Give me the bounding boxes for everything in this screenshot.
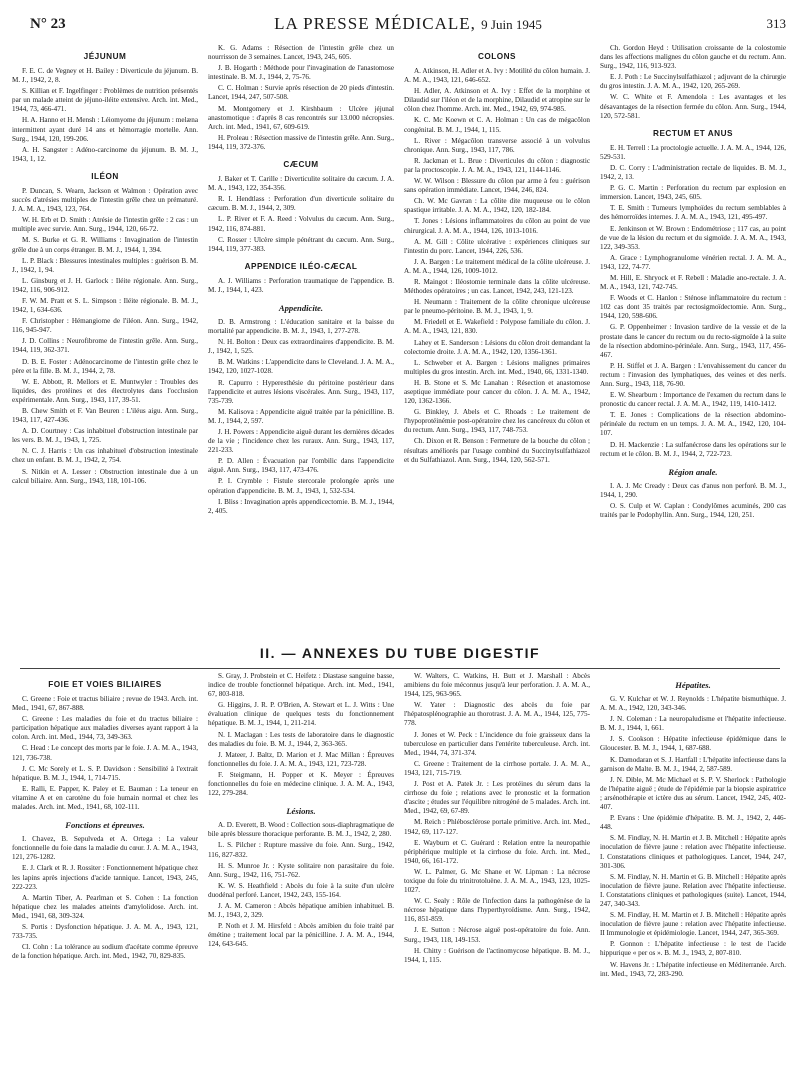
- reference-entry: W. Havens Jr. : L'hépatite infectieuse en Méditerranée. Arch. int. Med., 1943, 72, 283-290.: [600, 960, 786, 978]
- top-column-2: [208, 44, 394, 636]
- reference-entry: M. Kalisova : Appendicite aiguë traitée par la pénicilline. B. M. J., 1944, 2, 597.: [208, 407, 394, 425]
- journal-name: LA PRESSE MÉDICALE,: [274, 14, 476, 33]
- reference-entry: J. H. Powers : Appendicite aiguë durant les dernières décades de la vie ; l'incidence chez les ruraux. Ann. Surg., 1943, 117, 221-233.: [208, 428, 394, 455]
- reference-entry: P. Evans : Une épidémie d'hépatite. B. M. J., 1942, 2, 446-448.: [600, 814, 786, 832]
- bottom-column-1: [12, 672, 198, 1070]
- reference-entry: S. M. Findlay, N. H. Martin et J. B. Mitchell : Hépatite après inoculation de fièvre jaune : relation avec l'hépatite infectieuse. I. Constatations cliniques et pathologiques. Lancet, 1944, 247, 301-306.: [600, 834, 786, 870]
- page-header: [30, 14, 786, 38]
- section-title-caecum: CÆCUM: [283, 160, 319, 170]
- section-title-rectum: RECTUM ET ANUS: [653, 128, 733, 138]
- top-section: [12, 44, 788, 636]
- reference-entry: M. Reich : Phlébosclérose portale primitive. Arch. int. Med., 1942, 69, 117-127.: [404, 818, 590, 836]
- reference-entry: A. Martin Tiber, A. Pearlman et S. Cohen : La fonction hépatique chez les malades atteints d'amylolidose. Arch. int. Med., 1941, 68, 309-324.: [12, 893, 198, 920]
- page-number: 313: [766, 16, 786, 31]
- reference-list: [600, 482, 786, 520]
- reference-entry: Ch. W. Mc Gavran : La côlite dite muqueuse ou le côlon spastique irritable. J. A. M. A., 1942, 120, 182-184.: [404, 197, 590, 215]
- reference-entry: S. Portis : Dysfonction hépatique. J. A. M. A., 1943, 121, 733-735.: [12, 922, 198, 941]
- section-banner: II. — ANNEXES DU TUBE DIGESTIF: [259, 645, 541, 661]
- reference-entry: D. B. E. Foster : Adénocarcinome de l'intestin grêle chez le père et la fille. B. M. J., 1944, 2, 78.: [12, 357, 198, 375]
- reference-entry: M. Hill, E. Shryock et F. Rebell : Maladie ano-rectale. J. A. M. A., 1943, 121, 742-745.: [600, 273, 786, 292]
- section-title-appendice: APPENDICE ILÉO-CÆCAL: [244, 261, 358, 271]
- reference-entry: J. Mateer, J. Baltz, D. Marion et J. Mac Millan : Épreuves fonctionnelles du foie. J. A. M. A., 1943, 121, 723-728.: [208, 750, 394, 768]
- reference-entry: L. Ginsburg et J. H. Garlock : Iléite régionale. Ann. Surg., 1942, 116, 906-912.: [12, 276, 198, 294]
- reference-entry: C. Greene : Traitement de la cirrhose portale. J. A. M. A., 1943, 121, 715-719.: [404, 759, 590, 777]
- subsection-title-fonctions: Fonctions et épreuves.: [65, 820, 145, 831]
- reference-entry: L. River : Mégacôlon transverse associé à un volvulus chronique. Ann. Surg., 1943, 117, 786.: [404, 136, 590, 154]
- reference-entry: R. Capurro : Hyperesthésie du péritoine postérieur dans l'appendicite et autres lésions viscérales. Ann. Surg., 1943, 117, 735-739.: [208, 378, 394, 405]
- reference-entry: D. H. Mackenzie : La sulfanécrose dans les opérations sur le rectum et le côlon. B. M. J., 1944, 2, 722-723.: [600, 440, 786, 458]
- reference-entry: J. Baker et T. Carille : Diverticulite solitaire du cæcum. J. A. M. A., 1943, 122, 354-356.: [208, 175, 394, 193]
- reference-list: [600, 695, 786, 979]
- reference-entry: P. G. C. Martin : Perforation du rectum par explosion en immersion. Lancet, 1943, 245, 605.: [600, 184, 786, 202]
- reference-entry: B. M. Watkins : L'appendicite dans le Cleveland. J. A. M. A., 1942, 120, 1027-1028.: [208, 358, 394, 376]
- reference-entry: Ch. Gordon Heyd : Utilisation croissante de la colostomie dans les affections malignes du côlon gauche et du rectum. Ann. Surg., 1942, 116, 913-923.: [600, 44, 786, 71]
- reference-list: [600, 144, 786, 459]
- reference-entry: Lahey et E. Sanderson : Lésions du côlon droit demandant la colectomie droite. J. A. M. A., 1942, 120, 1356-1361.: [404, 338, 590, 356]
- reference-entry: E. J. Poth : Le Succinylsulfathiazol ; adjuvant de la chirurgie du gros intestin. J. A. M. A., 1942, 120, 265-269.: [600, 73, 786, 91]
- reference-list: [600, 44, 786, 121]
- reference-entry: K. Damodaran et S. J. Hartfall : L'hépatite infectieuse dans la garnison de Malte. B. M. J., 1944, 2, 587-589.: [600, 755, 786, 773]
- bottom-column-2: [208, 672, 394, 1070]
- subsection-title-hepatites: Hépatites.: [675, 680, 711, 690]
- reference-entry: J. D. Collins : Neurofibrome de l'intestin grêle. Ann. Surg., 1944, 119, 362-371.: [12, 337, 198, 355]
- reference-entry: P. H. Stiffel et J. A. Bargen : L'envahissement du cancer du rectum : l'invasion des lymphatiques, des veines et des nerfs. Ann. Surg., 1943, 118, 76-90.: [600, 361, 786, 388]
- reference-entry: K. C. Mc Koewn et C. A. Holman : Un cas de mégacôlon congénital. B. M. J., 1944, 1, 115.: [404, 116, 590, 134]
- reference-entry: C. Greene : Foie et tractus biliaire ; revue de 1943. Arch. int. Med., 1941, 67, 867-888.: [12, 695, 198, 713]
- top-column-4: [600, 44, 786, 636]
- reference-entry: J. C. Mc Sorely et L. S. P. Davidson : Sensibilité à l'extrait hépatique. B. M. J., 1944, 1, 714-715.: [12, 764, 198, 782]
- reference-entry: H. A. Hanno et H. Mensh : Léiomyome du jéjunum : melæna intermittent ayant duré 14 ans et hémorragie mortelle. Ann. Surg., 1944, 120, 199-206.: [12, 116, 198, 143]
- reference-entry: S. M. Findlay, H. M. Martin et J. B. Mitchell : Hépatite après inoculation de fièvre jaune : relation avec l'hépatite infectieuse. II Immunologie et épidémiologie. Lancet, 1944, 247, 365-369.: [600, 911, 786, 938]
- reference-entry: R. Maingot : Iléostomie terminale dans la côlite ulcéreuse. Méthodes opératoires ; un cas. Lancet, 1942, 243, 121-123.: [404, 277, 590, 296]
- reference-list: [404, 672, 590, 965]
- reference-entry: C. C. Holman : Survie après résection de 20 pieds d'intestin. Lancet, 1944, 247, 507-508.: [208, 84, 394, 102]
- reference-entry: B. Chew Smith et F. Van Beuren : L'iléus aigu. Ann. Surg., 1943, 117, 427-436.: [12, 407, 198, 425]
- reference-entry: R. Jackman et L. Brue : Diverticules du côlon : diagnostic par la proctoscopie. J. A. M. A., 1943, 121, 1144-1146.: [404, 156, 590, 174]
- reference-entry: W. L. Palmer, G. Mc Shane et W. Lipman : La nécrose toxique du foie du trinitrotoluène. J. A. M. A., 1943, 123, 1025-1027.: [404, 867, 590, 895]
- reference-entry: H. S. Munroe Jr. : Kyste solitaire non parasitaire du foie. Ann. Surg., 1942, 116, 751-762.: [208, 861, 394, 879]
- section-title-ileon: ILÉON: [91, 171, 119, 181]
- reference-entry: R. I. Hendtlass : Perforation d'un diverticule solitaire du cæcum. B. M. J., 1944, 2, 309.: [208, 195, 394, 213]
- reference-list: [208, 821, 394, 949]
- reference-entry: A. J. Williams : Perforation traumatique de l'appendice. B. M. J., 1944, 1, 423.: [208, 276, 394, 294]
- reference-entry: N. I. Maclagan : Les tests de laboratoire dans le diagnostic des maladies du foie. B. M. J., 1944, 2, 363-365.: [208, 730, 394, 748]
- top-column-1: [12, 44, 198, 636]
- reference-list: [208, 672, 394, 798]
- reference-entry: F. W. M. Pratt et S. L. Simpson : Iléite régionale. B. M. J., 1942, 1, 634-636.: [12, 296, 198, 315]
- reference-entry: L. Schweber et A. Bargen : Lésions malignes primaires multiples du gros intestin. Arch. int. Med., 1940, 66, 1331-1340.: [404, 358, 590, 376]
- reference-entry: L. S. Pilcher : Rupture massive du foie. Ann. Surg., 1942, 116, 827-832.: [208, 841, 394, 859]
- reference-entry: P. Noth et J. M. Hirsfeld : Abcès amibien du foie traité par émétine ; traitement local par la pénicilline. J. A. M. A., 1944, 124, 643-645.: [208, 922, 394, 949]
- reference-entry: A. H. Sangster : Adéno-carcinome du jéjunum. B. M. J., 1943, 1, 12.: [12, 145, 198, 163]
- reference-entry: J. N. Coleman : La neuropaludisme et l'hépatite infectieuse. B. M. J., 1944, 1, 661.: [600, 715, 786, 733]
- subsection-title-lesions: Lésions.: [286, 806, 316, 817]
- reference-entry: W. C. White et F. Amendola : Les avantages et les désavantages de la résection fermée du côlon. Ann. Surg., 1944, 120, 572-581.: [600, 93, 786, 120]
- reference-entry: A. M. Gill : Côlite ulcérative : expériences cliniques sur l'intestin du porc. Lancet, 1944, 226, 536.: [404, 237, 590, 255]
- reference-list: [208, 277, 394, 295]
- reference-entry: J. S. Cookson : Hépatite infectieuse épidémique dans le Gloucester. B. M. J., 1944, 1, 687-688.: [600, 735, 786, 753]
- reference-entry: W. Walters, C. Watkins, H. Butt et J. Marshall : Abcès amibiens du foie méconnus jusqu'à leur perforation. J. A. M. A., 1944, 125, 963-965.: [404, 672, 590, 699]
- reference-entry: K. G. Adams : Résection de l'intestin grêle chez un nourrisson de 3 semaines. Lancet, 1943, 245, 605.: [208, 44, 394, 62]
- reference-entry: G. Higgins, J. R. P. O'Brien, A. Stewart et L. J. Witts : Une évaluation clinique de quelques tests du fonctionnement hépatique. B. M. J., 1944, 1, 211-214.: [208, 701, 394, 728]
- reference-entry: M. Montgomery et J. Kirshbaum : Ulcère jéjunal anastomotique : d'après 8 cas rencontrés sur 13.000 nécropsies. Arch. int. Med., 1941, 67, 609-619.: [208, 104, 394, 131]
- section-title-foie: FOIE ET VOIES BILIAIRES: [48, 680, 162, 689]
- reference-entry: N. C. J. Harris : Un cas inhabituel d'obstruction intestinale chez un enfant. B. M. J., 1942, 2, 754.: [12, 447, 198, 465]
- reference-entry: C. Head : Le concept des morts par le foie. J. A. M. A., 1943, 121, 736-738.: [12, 744, 198, 762]
- reference-entry: Cl. Cohn : La tolérance au sodium d'acétate comme épreuve de la fonction hépatique. Arch. int. Med., 1942, 70, 829-835.: [12, 943, 198, 961]
- reference-entry: O. S. Culp et W. Caplan : Condylômes acuminés, 200 cas traités par le Podophyllin. Ann. Surg., 1944, 120, 251.: [600, 501, 786, 520]
- reference-entry: F. E. C. de Vegney et H. Bailey : Diverticule du jéjunum. B. M. J., 1942, 2, 8.: [12, 67, 198, 85]
- reference-entry: M. Friedell et E. Wakefield : Polypose familiale du côlon. J. A. M. A., 1943, 121, 830.: [404, 318, 590, 336]
- reference-entry: T. E. Smith : Tumeurs lymphoïdes du rectum semblables à des hémorroïdes internes. J. A. M. A., 1943, 121, 495-497.: [600, 204, 786, 222]
- issue-number: N° 23: [30, 16, 66, 32]
- reference-entry: F. Christopher : Hémangiome de l'iléon. Ann. Surg., 1942, 116, 945-947.: [12, 317, 198, 335]
- section-rule: [20, 668, 780, 669]
- reference-entry: J. A. Bargen : Le traitement médical de la côlite ulcéreuse. J. A. M. A., 1944, 126, 1009-1012.: [404, 257, 590, 275]
- reference-entry: J. A. M. Cameron : Abcès hépatique amibien inhabituel. B. M. J., 1943, 2, 329.: [208, 901, 394, 920]
- reference-entry: W. W. Wilson : Blessure du côlon par arme à feu : guérison sans opération immédiate. Lancet, 1944, 246, 824.: [404, 177, 590, 195]
- reference-entry: S. Nitkin et A. Lesser : Obstruction intestinale due à un calcul biliaire. Ann. Surg., 1943, 118, 101-106.: [12, 467, 198, 485]
- reference-entry: E. W. Shearburn : Importance de l'examen du rectum dans le pronostic du cancer rectal. J. A. M. A., 1942, 119, 1410-1412.: [600, 391, 786, 409]
- reference-entry: A. D. Everett, B. Wood : Collection sous-diaphragmatique de bile après blessure thoracique perforante. B. M. J., 1942, 2, 280.: [208, 821, 394, 839]
- reference-entry: P. D. Allen : Évacuation par l'ombilic dans l'appendicite aiguë. Ann. Surg., 1943, 117, 473-476.: [208, 457, 394, 475]
- reference-entry: L. P. River et F. A. Reed : Volvulus du cæcum. Ann. Surg., 1942, 116, 874-881.: [208, 215, 394, 233]
- reference-entry: C. Rosser : Ulcère simple pénétrant du cæcum. Ann. Surg., 1944, 119, 377-383.: [208, 235, 394, 253]
- reference-entry: E. Wayburn et C. Guérard : Relation entre la neuropathie périphérique multiple et la cirrhose du foie. Arch. int. Med., 1940, 66, 161-172.: [404, 838, 590, 865]
- reference-entry: J. B. Hogarth : Méthode pour l'invagination de l'anastomose intestinale. B. M. J., 1944, 2, 75-76.: [208, 64, 394, 82]
- reference-entry: I. Chavez, B. Sepulveda et A. Ortega : La valeur fonctionnelle du foie dans la maladie du cœur. J. A. M. A., 1943, 121, 276-1282.: [12, 835, 198, 862]
- reference-list: [208, 44, 394, 152]
- reference-entry: H. B. Stone et S. Mc Lanahan : Résection et anastomose aseptique immédiate pour cancer du côlon. J. A. M. A., 1942, 120, 1362-1366.: [404, 378, 590, 406]
- reference-entry: W. C. Sealy : Rôle de l'infection dans la pathogénèse de la nécrose hépatique dans l'hyperthyroïdisme. Ann. Surg., 1942, 116, 851-859.: [404, 897, 590, 924]
- issue-date: 9 Juin 1945: [481, 17, 542, 32]
- reference-entry: H. Adler, A. Atkinson et A. Ivy : Effet de la morphine et Dilaudid sur l'iléon et de la morphine, Dilaudid et atropine sur le côlon chez l'homme. Arch. int. Med., 1942, 69, 974-985.: [404, 87, 590, 114]
- reference-entry: T. E. Jones : Complications de la résection abdomino-périnéale du rectum en un temps. J. A. M. A., 1942, 120, 104-107.: [600, 411, 786, 438]
- reference-entry: S. M. Findlay, N. H. Martin et G. B. Mitchell : Hépatite après inoculation de fièvre jaune. Relation avec l'hépatite infectieuse. I. Constatations cliniques et pathologiques (suite). Lancet, 1944, 247, 340-343.: [600, 872, 786, 908]
- reference-entry: P. Duncan, S. Wearn, Jackson et Walmon : Opération avec succès d'atrésies multiples de l'intestin grêle chez un prématuré. J. A. M. A., 1943, 123, 764.: [12, 186, 198, 214]
- section-title-jejunum: JÉJUNUM: [83, 52, 127, 61]
- reference-entry: W. E. Abbott, R. Mellors et E. Muntwyler : Troubles des liquides, des protéines et des électrolytes dans l'occlusion expérimentale. Ann. Surg., 1943, 117, 39-51.: [12, 377, 198, 404]
- reference-entry: N. H. Bolton : Deux cas extraordinaires d'appendicite. B. M. J., 1942, 1, 525.: [208, 338, 394, 356]
- reference-entry: W. H. Erb et D. Smith : Atrésie de l'intestin grêle : 2 cas : un multiple avec survie. Ann. Surg., 1944, 120, 66-72.: [12, 216, 198, 234]
- reference-entry: H. Chitty : Guérison de l'actinomycose hépatique. B. M. J., 1944, 1, 115.: [404, 946, 590, 964]
- reference-list: [208, 175, 394, 254]
- reference-entry: D. B. Armstrong : L'éducation sanitaire et la baisse du mortalité par appendicite. B. M. J., 1943, 1, 277-278.: [208, 317, 394, 336]
- reference-entry: M. S. Burke et G. R. Williams : Invagination de l'intestin grêle due à un corps étranger. B. M. J., 1944, 1, 394.: [12, 236, 198, 254]
- bottom-section: [12, 672, 788, 1070]
- reference-entry: J. E. Sutton : Nécrose aiguë post-opératoire du foie. Ann. Surg., 1943, 118, 149-153.: [404, 926, 590, 944]
- reference-entry: H. Neumann : Traitement de la côlite chronique ulcéreuse par le pneumo-péritoine. B. M. J., 1943, 1, 9.: [404, 298, 590, 316]
- reference-entry: K. W. S. Heathfield : Abcès du foie à la suite d'un ulcère duodénal perforé. Lancet, 1942, 243, 155-164.: [208, 881, 394, 899]
- reference-entry: W. Yater : Diagnostic des abcès du foie par l'hépatosplénographie au thorotrast. J. A. M. A., 1944, 125, 775-778.: [404, 701, 590, 728]
- reference-list: [12, 695, 198, 812]
- reference-list: [12, 835, 198, 961]
- reference-entry: E. J. Clark et R. J. Rossiter : Fonctionnement hépatique chez les lapins après injections d'acide tannique. Lancet, 1943, 245, 222-223.: [12, 864, 198, 891]
- subsection-title-appendicite: Appendicite.: [278, 302, 324, 313]
- reference-entry: J. N. Dible, M. Mc Michael et S. P. V. Sherlock : Pathologie de l'hépatite aiguë ; étude de l'épidémie par la biopsie aspiratrice ; arsénothérapie et ictère dus au sérum. Lancet, 1942, 245, 402-407.: [600, 775, 786, 812]
- reference-entry: F. Woods et C. Hanlon : Sténose inflammatoire du rectum : 102 cas dont 35 traités par rectosigmoïdectomie. Ann. Surg., 1944, 120, 598-606.: [600, 294, 786, 321]
- reference-entry: C. Greene : Les maladies du foie et du tractus biliaire : participation hépatique aux maladies diverses ayant rapport à la colon. Arch. int. Med., 1944, 73, 349-363.: [12, 715, 198, 742]
- reference-entry: P. I. Crymble : Fistule stercorale prolongée après une opération d'appendicite. B. M. J., 1943, 1, 532-534.: [208, 477, 394, 495]
- reference-entry: I. Bliss : Invagination après appendicectomie. B. M. J., 1944, 2, 405.: [208, 497, 394, 515]
- reference-entry: E. Ralli, E. Papper, K. Paley et E. Bauman : La teneur en vitamine A et en carotène du foie humain normal et chez les malades. Arch. int. Med., 1941, 68, 102-111.: [12, 784, 198, 812]
- reference-entry: A. D. Courtney : Cas inhabituel d'obstruction intestinale par les vers. B. M. J., 1943, 1, 725.: [12, 427, 198, 445]
- reference-entry: E. H. Terrell : La proctologie actuelle. J. A. M. A., 1944, 126, 529-531.: [600, 143, 786, 161]
- reference-entry: I. A. J. Mc Cready : Deux cas d'anus non perforé. B. M. J., 1944, 1, 290.: [600, 481, 786, 499]
- reference-entry: G. V. Kulchar et W. J. Reynolds : L'hépatite bismuthique. J. A. M. A., 1942, 120, 343-346.: [600, 695, 786, 713]
- reference-entry: J. Post et A. Patek Jr. : Les protéines du sérum dans la cirrhose du foie ; relations avec le pronostic et la formation d'ascite ; études sur l'équilibre nitrogéné de 5 malades. Arch. int. Med., 1942, 69, 67-89.: [404, 780, 590, 816]
- reference-list: [404, 67, 590, 465]
- reference-entry: Ch. Dixon et R. Benson : Fermeture de la bouche du côlon ; résultats améliorés par l'usage combiné du Succinylsulfathiazol et du Sulfathiazol. Ann. Surg., 1944, 120, 562-571.: [404, 437, 590, 464]
- reference-entry: S. Killian et F. Ingelfinger : Problèmes de nutrition présentés par un malade atteint de jéjuno-iléite extensive. Arch. int. Med., 1944, 73, 466-471.: [12, 87, 198, 114]
- journal-title: [30, 14, 786, 34]
- reference-entry: E. Jenkinson et W. Brown : Endométriose ; 117 cas, au point de vue de la lésion du rectum et du sigmoïde. J. A. M. A., 1943, 122, 349-353.: [600, 224, 786, 251]
- reference-list: [12, 67, 198, 164]
- subsection-title-region-anale: Région anale.: [668, 466, 718, 477]
- reference-entry: A. Atkinson, H. Adler et A. Ivy : Motilité du côlon humain. J. A. M. A., 1943, 121, 646-652.: [404, 67, 590, 85]
- bottom-column-3: [404, 672, 590, 1070]
- reference-entry: T. Jones : Lésions inflammatoires du côlon au point de vue chirurgical. J. A. M. A., 1944, 126, 1013-1016.: [404, 217, 590, 235]
- reference-entry: L. P. Black : Blessures intestinales multiples : guérison B. M. J., 1942, 1, 94.: [12, 256, 198, 274]
- reference-entry: F. Steigmann, H. Popper et K. Meyer : Épreuves fonctionnelles du foie en médecine clinique. J. A. M. A., 1943, 122, 279-284.: [208, 770, 394, 798]
- reference-entry: P. Gonnon : L'hépatite infectieuse : le test de l'acide hippurique « per os ». B. M. J., 1943, 2, 807-810.: [600, 940, 786, 958]
- reference-entry: A. Grace : Lymphogranulome vénérien rectal. J. A. M. A., 1943, 122, 74-77.: [600, 253, 786, 271]
- bottom-column-4: [600, 672, 786, 1070]
- reference-list: [12, 187, 198, 486]
- reference-entry: H. Proleau : Résection massive de l'intestin grêle. Ann. Surg., 1944, 119, 372-376.: [208, 133, 394, 151]
- reference-list: [208, 318, 394, 516]
- reference-entry: G. P. Oppenheimer : Invasion tardive de la vessie et de la prostate dans le cancer du rectum ou du recto-sigmoïde à la suite de la résection abdomino-périnéale. Ann. Surg., 1943, 117, 456-467.: [600, 323, 786, 359]
- reference-entry: G. Binkley, J. Abels et C. Rhoads : Le traitement de l'hypoprotéinémie post-opératoire chez les cancéreux du côlon et du rectum. Ann. Surg., 1943, 117, 748-753.: [404, 408, 590, 435]
- reference-entry: J. Jones et W. Peck : L'incidence du foie graisseux dans la tuberculose en particulier dans l'entérite tuberculeuse. Arch. int. Med., 1944, 74, 371-374.: [404, 730, 590, 757]
- reference-entry: D. C. Corry : L'administration rectale de liquides. B. M. J., 1942, 2, 13.: [600, 163, 786, 182]
- top-column-3: [404, 44, 590, 636]
- section-title-colons: COLONS: [477, 52, 517, 61]
- reference-entry: S. Gray, J. Probstein et C. Heifetz : Diastase sanguine basse, indice de trouble fonctionnel hépatique. Arch. int. Med., 1941, 67, 803-818.: [208, 672, 394, 699]
